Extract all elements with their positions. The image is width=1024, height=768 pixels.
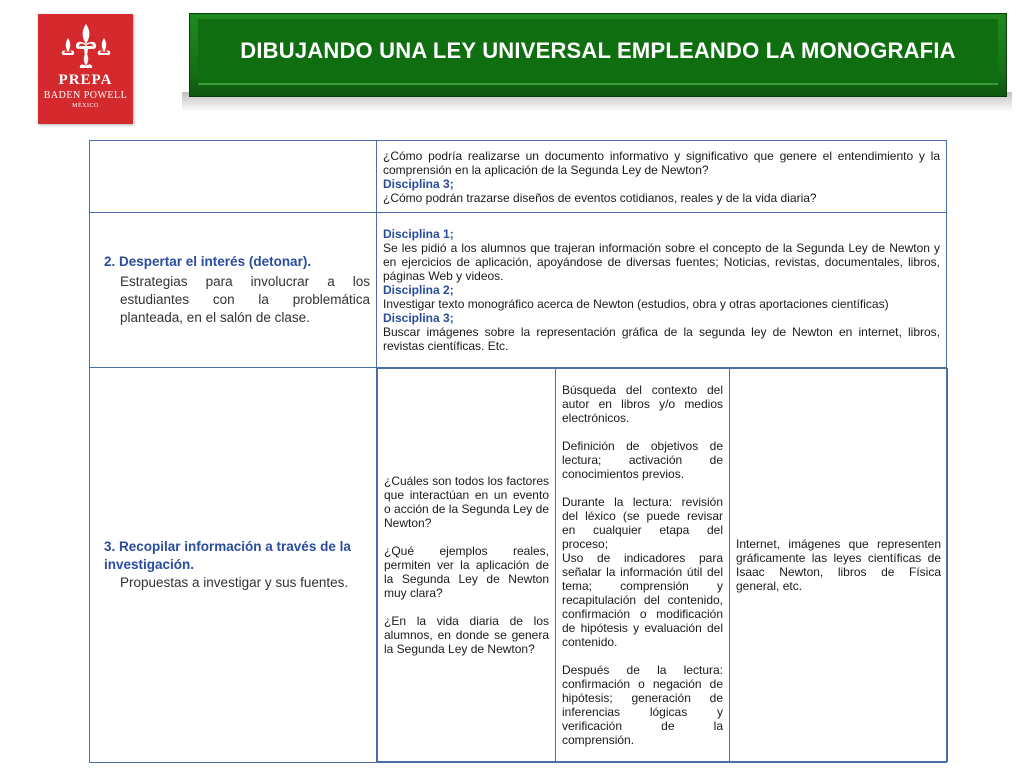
question-item: ¿Cuáles son todos los factores que interactúan en un evento o acción de la Segunda Ley de Newton? [384, 474, 549, 530]
row2-line-4: Disciplina 3; [383, 311, 454, 325]
row2-right-cell [377, 213, 947, 368]
questions-cell [378, 369, 556, 762]
row1-line-0: ¿Cómo podría realizarse un documento informativo y significativo que genere el entendimiento y la comprensión en la aplicación de la Segunda Ley de Newton? [383, 148, 940, 177]
row3-subtable [377, 368, 948, 762]
row1-content [377, 145, 946, 209]
fleur-de-lis-icon [56, 22, 116, 70]
row3-desc: Propuestas a investigar y sus fuentes. [120, 575, 349, 590]
row2-title: 2. Despertar el interés (detonar). [104, 254, 312, 269]
step-item: Después de la lectura: confirmación o negación de hipótesis; generación de inferencias lógicas y verificación de la comprensión. [562, 663, 723, 747]
table-row [90, 213, 947, 368]
page-title: DIBUJANDO UNA LEY UNIVERSAL EMPLEANDO LA MONOGRAFIA [240, 38, 956, 63]
step-item: Durante la lectura: revisión del léxico (se puede revisar en cualquier etapa del proceso; [562, 495, 723, 551]
question-item: ¿Qué ejemplos reales, permiten ver la aplicación de la Segunda Ley de Newton muy clara? [384, 544, 549, 600]
header-banner-inner [198, 19, 998, 85]
row1-left-cell [90, 141, 377, 213]
row2-line-1: Se les pidió a los alumnos que trajeran información sobre el concepto de la Segunda Ley de Newton y en ejercicios de aplicación, apoyándose de diversas fuentes; Noticias, revistas, documentales, libros, páginas Web y videos. [383, 241, 940, 283]
table-row [90, 368, 947, 763]
row3-left-cell [90, 368, 377, 763]
row2-line-2: Disciplina 2; [383, 283, 454, 297]
row1-right-cell [377, 141, 947, 213]
logo-line-3: MÉXICO [72, 103, 99, 109]
row2-line-3: Investigar texto monográfico acerca de Newton (estudios, obra y otras aportaciones científicas) [383, 297, 889, 311]
questions-list [378, 470, 555, 660]
row2-content [377, 223, 946, 357]
row1-line-1: Disciplina 3; [383, 176, 454, 191]
logo-line-1: PREPA [58, 72, 113, 88]
row2-desc: Estrategias para involucrar a los estudiantes con la problemática planteada, en el salón de clase. [120, 274, 370, 325]
sources-cell [730, 369, 948, 762]
logo-line-2: BADEN POWELL [43, 90, 128, 101]
row2-left-content [90, 253, 376, 327]
row2-left-cell [90, 213, 377, 368]
steps-list [556, 379, 729, 751]
sources-text: Internet, imágenes que representen gráficamente las leyes científicas de Isaac Newton, libros de Física general, etc. [736, 537, 941, 593]
table-row [90, 141, 947, 213]
question-item: ¿En la vida diaria de los alumnos, en donde se genera la Segunda Ley de Newton? [384, 614, 549, 656]
row1-line-2: ¿Cómo podrán trazarse diseños de eventos cotidianos, reales y de la vida diaria? [383, 190, 817, 205]
step-item: Definición de objetivos de lectura; activación de conocimientos previos. [562, 439, 723, 481]
row2-line-0: Disciplina 1; [383, 227, 454, 241]
school-logo [38, 14, 133, 124]
step-item: Búsqueda del contexto del autor en libros y/o medios electrónicos. [562, 383, 723, 425]
row3-title: 3. Recopilar información a través de la investigación. [104, 539, 351, 572]
steps-cell [556, 369, 730, 762]
content-table [89, 140, 947, 763]
header-banner [189, 13, 1007, 97]
row3-left-content [90, 538, 376, 592]
row3-right-cell [377, 368, 947, 763]
step-item: Uso de indicadores para señalar la información útil del tema; comprensión y recapitulación del contenido, confirmación o modificación de hipótesis y evaluación del contenido. [562, 551, 723, 649]
row2-line-5: Buscar imágenes sobre la representación gráfica de la segunda ley de Newton en internet, libros, revistas científicas. Etc. [383, 325, 940, 353]
